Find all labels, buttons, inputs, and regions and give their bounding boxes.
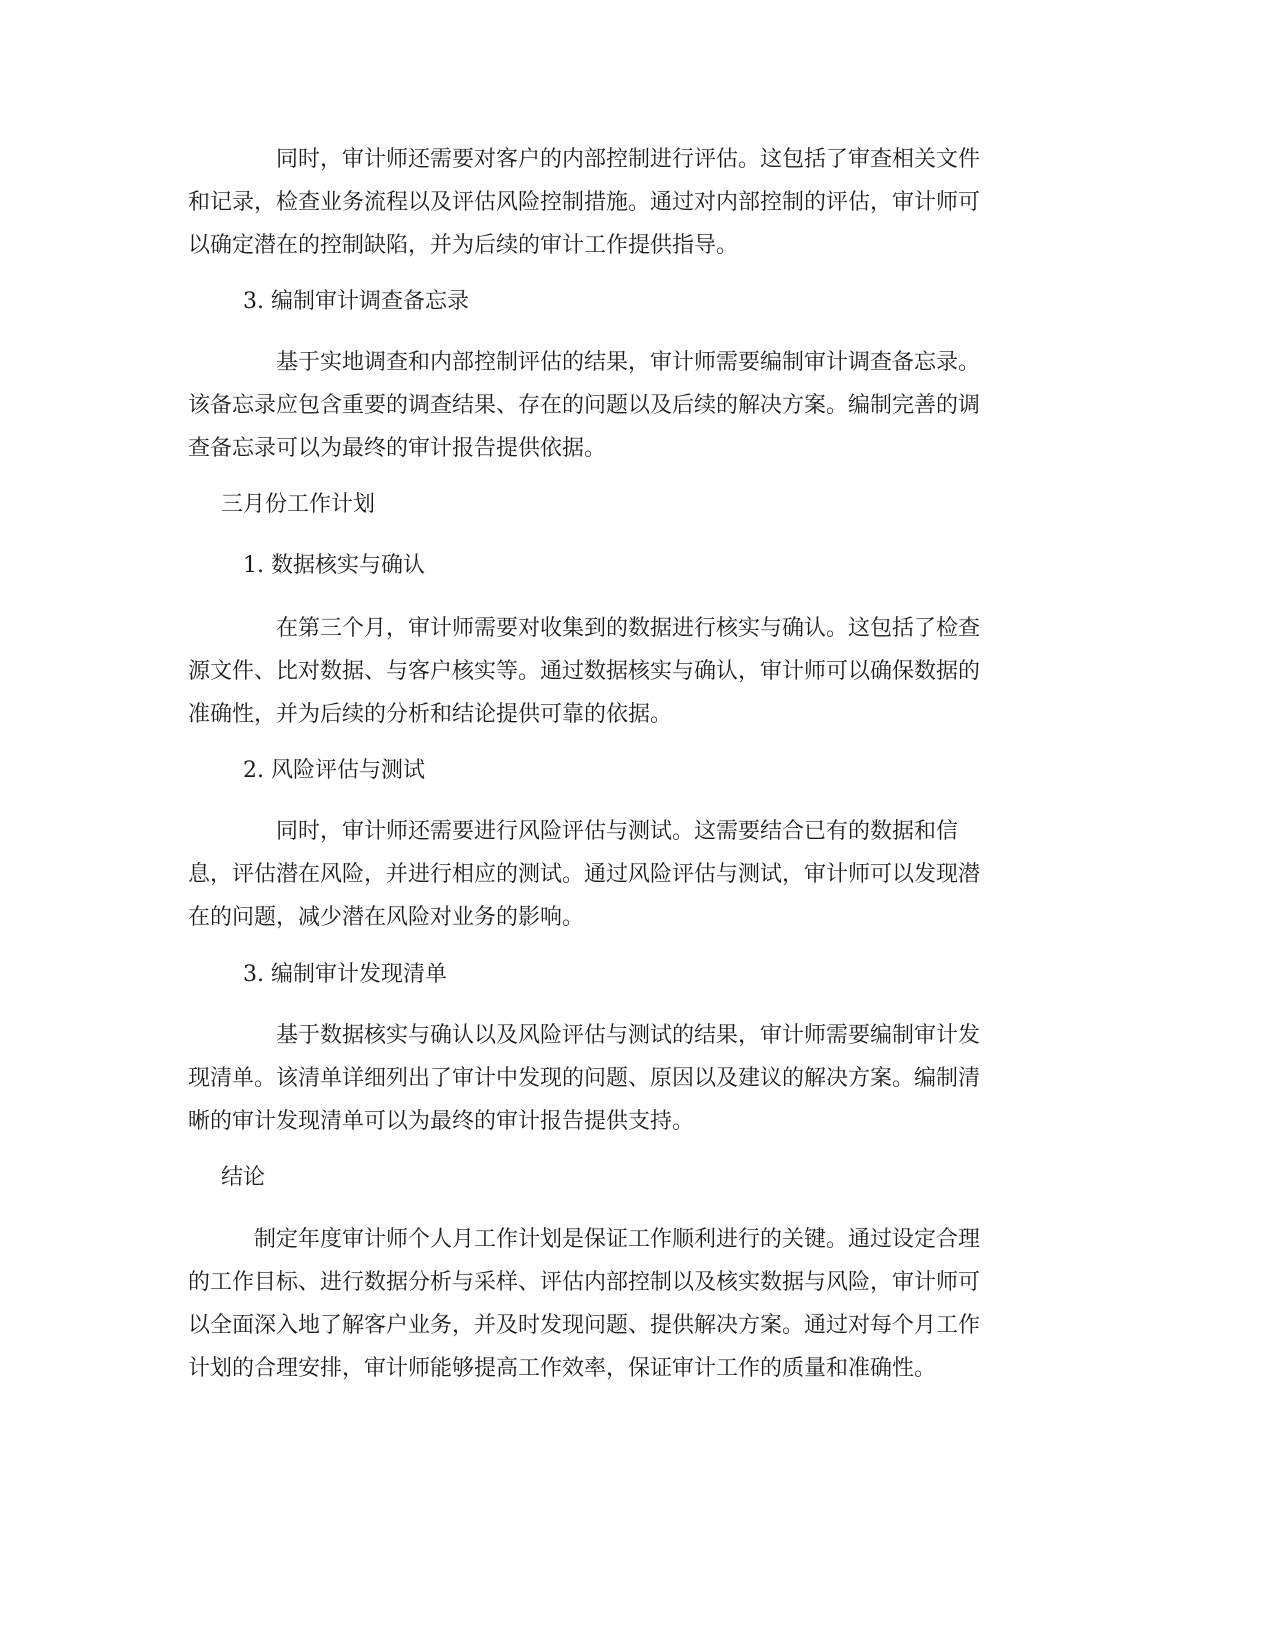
heading-conclusion: 结论 <box>221 1165 266 1190</box>
heading-march-plan: 三月份工作计划 <box>221 492 376 517</box>
heading-audit-memo: 3. 编制审计调查备忘录 <box>243 289 469 314</box>
heading-audit-findings: 3. 编制审计发现清单 <box>243 962 447 987</box>
heading-data-verification: 1. 数据核实与确认 <box>243 553 425 578</box>
paragraph-audit-memo: 基于实地调查和内部控制评估的结果，审计师需要编制审计调查备忘录。 该备忘录应包含重要的调查结果、存在的问题以及后续的解决方案。编制完善的调 查备忘录可以为最终的审计报告提供依据。 <box>188 350 981 461</box>
heading-risk-assessment: 2. 风险评估与测试 <box>243 758 425 783</box>
paragraph-risk-assessment: 同时，审计师还需要进行风险评估与测试。这需要结合已有的数据和信 息，评估潜在风险，并进行相应的测试。通过风险评估与测试，审计师可以发现潜 在的问题，减少潜在风险对业务的影响。 <box>188 819 981 930</box>
paragraph-audit-findings: 基于数据核实与确认以及风险评估与测试的结果，审计师需要编制审计发 现清单。该清单详细列出了审计中发现的问题、原因以及建议的解决方案。编制清 晰的审计发现清单可以为最终的审计报告提供支持。 <box>188 1023 981 1134</box>
paragraph-conclusion: 制定年度审计师个人月工作计划是保证工作顺利进行的关键。通过设定合理 的工作目标、进行数据分析与采样、评估内部控制以及核实数据与风险，审计师可 以全面深入地了解客户业务，并及时发现问题、提供解决方案。通过对每个月工作 计划的合理安排，审计师能够提高工作效率，保证审计工作的质量和准确性。 <box>188 1227 981 1381</box>
paragraph-internal-control: 同时，审计师还需要对客户的内部控制进行评估。这包括了审查相关文件 和记录，检查业务流程以及评估风险控制措施。通过对内部控制的评估，审计师可 以确定潜在的控制缺陷，并为后续的审计工作提供指导。 <box>188 147 981 258</box>
paragraph-data-verification: 在第三个月，审计师需要对收集到的数据进行核实与确认。这包括了检查 源文件、比对数据、与客户核实等。通过数据核实与确认，审计师可以确保数据的 准确性，并为后续的分析和结论提供可靠的依据。 <box>188 616 981 727</box>
